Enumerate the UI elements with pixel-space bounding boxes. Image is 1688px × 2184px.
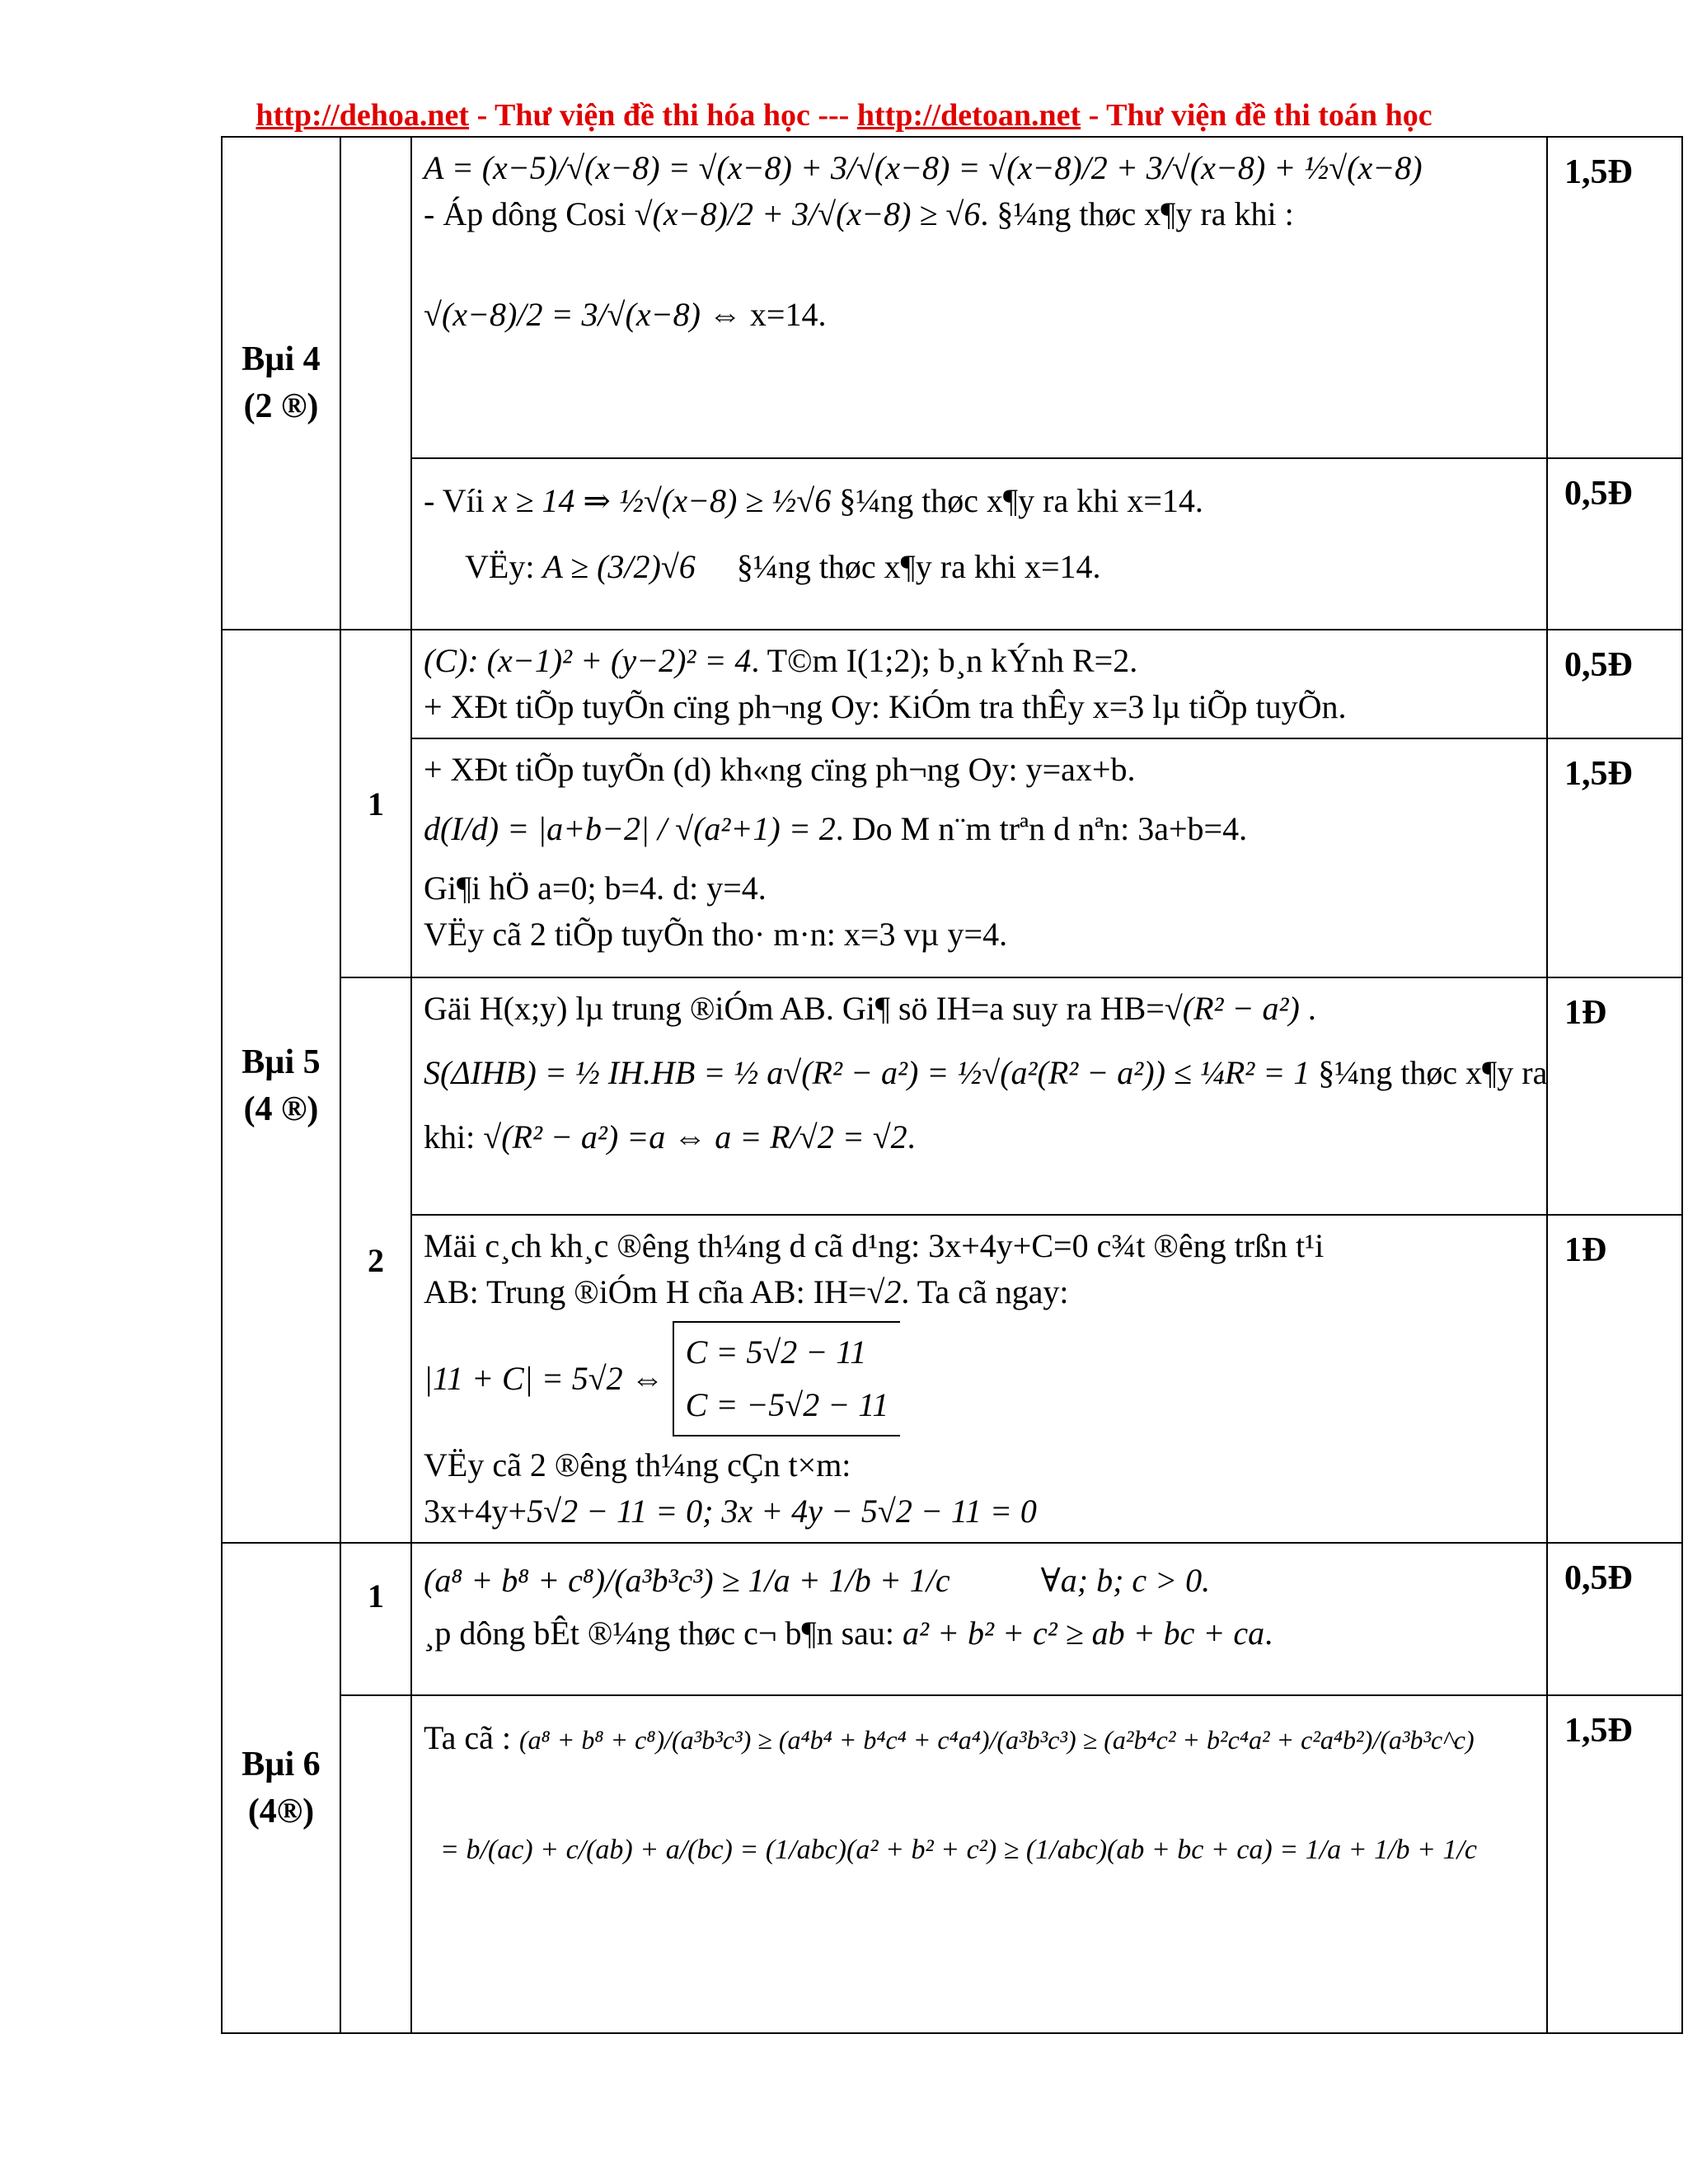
bai6-ineq-formula: (a⁸ + b⁸ + c⁸)/(a³b³c³) ≥ 1/a + 1/b + 1/c <box>424 1562 950 1599</box>
bai4-eq-formula: √(x−8)/2 = 3/√(x−8) ⇔ <box>424 296 742 333</box>
bai4-vay-line <box>424 546 1535 588</box>
bai4-eq-line <box>424 294 1535 335</box>
bai5-case2: C = −5√2 − 11 <box>685 1386 889 1423</box>
bai6-apdung-text: ¸p dông bÊt ®¼ng thøc c¬ b¶n sau: <box>424 1615 894 1652</box>
bai5-circle-line <box>424 640 1535 682</box>
bai5-ta-co-text: . Ta cã ngay: <box>901 1273 1069 1310</box>
bai6-points: (4®) <box>247 1792 315 1830</box>
bai6-apdung-dot: . <box>1264 1615 1273 1652</box>
page-header <box>0 97 1688 134</box>
bai5-part1-number: 1 <box>340 630 411 977</box>
bai5-khi-text: khi: <box>424 1118 476 1155</box>
bai5-lines-result <box>424 1491 1535 1532</box>
bai5-p2-row1-content <box>411 977 1547 1215</box>
bai6-taco-line <box>424 1718 1535 1759</box>
bai5-area-line <box>424 1052 1548 1094</box>
bai4-row2-score: 0,5Đ <box>1547 458 1682 630</box>
bai5-khi-formula: √(R² − a²) =a ⇔ a = R/√2 = √2 <box>483 1118 907 1155</box>
bai5-goi-line <box>424 988 1535 1029</box>
bai5-moi-line: Mäi c¸ch kh¸c ®êng th¼ng d cã d¹ng: 3x+4y+C=0 c¾t ®êng trßn t¹i <box>424 1227 1325 1264</box>
bai5-d-line: + XÐt tiÕp tuyÕn (d) kh«ng cïng ph¬ng Oy: y=ax+b. <box>424 751 1136 788</box>
bai4-cosi-text: - Áp dông Cosi <box>424 195 626 232</box>
bai4-row1-score: 1,5Đ <box>1547 137 1682 458</box>
bai4-cosi-formula: √(x−8)/2 + 3/√(x−8) ≥ √6 <box>634 195 981 232</box>
bai5-khi-line <box>424 1117 1535 1158</box>
bai4-equality-text: . §¼ng thøc x¶y ra khi : <box>980 195 1294 232</box>
bai6-basic-formula: a² + b² + c² ≥ ab + bc + ca <box>903 1615 1265 1652</box>
bai4-formula-A: A = (x−5)/√(x−8) = √(x−8) + 3/√(x−8) = √(x−8)/2 + 3/√(x−8) + ½√(x−8) <box>424 149 1423 186</box>
bai5-area-formula: S(ΔIHB) = ½ IH.HB = ½ a√(R² − a²) = ½√(a²(R² − a²)) ≤ ¼R² = 1 <box>424 1054 1311 1091</box>
bai6-ineq-line <box>424 1560 1535 1601</box>
header-text-2: - Thư viện đề thi toán học <box>1081 98 1432 133</box>
bai5-ih-formula: √2 <box>866 1273 902 1310</box>
bai6-forall-formula: ∀a; b; c > 0. <box>1040 1562 1211 1599</box>
bai6-title: Bµi 6 <box>241 1745 321 1783</box>
bai5-solve-line: Gi¶i hÖ a=0; b=4. d: y=4. <box>424 869 767 907</box>
bai6-row1-content <box>411 1543 1547 1695</box>
bai6-taco-text: Ta cã : <box>424 1719 512 1756</box>
bai5-trung-diem-text: AB: Trung ®iÓm H cña AB: IH= <box>424 1273 867 1310</box>
bai5-abs-line <box>424 1321 1535 1436</box>
bai4-voi-line <box>424 480 1535 522</box>
bai5-part2-number: 2 <box>340 977 411 1543</box>
bai5-goi-text: Gäi H(x;y) lµ trung ®iÓm AB. Gi¶ sö IH=a suy ra HB= <box>424 990 1165 1027</box>
bai4-cosi-line <box>424 194 1535 235</box>
bai5-circle-formula: (C): (x−1)² + (y−2)² = 4 <box>424 642 752 679</box>
header-text-1: - Thư viện đề thi hóa học --- <box>469 98 857 133</box>
bai5-case1: C = 5√2 − 11 <box>685 1333 867 1371</box>
bai5-center-text: . T©m I(1;2); b¸n kÝnh R=2. <box>751 642 1138 679</box>
bai4-label <box>222 137 340 630</box>
bai4-eq-result: x=14. <box>749 296 827 333</box>
bai5-p1-row1-score: 0,5Đ <box>1547 630 1682 738</box>
bai5-dist-text: . Do M n¨m trªn d nªn: 3a+b=4. <box>835 810 1248 847</box>
detoan-link[interactable]: http://detoan.net <box>856 98 1081 133</box>
bai6-label <box>222 1543 340 2033</box>
bai6-row2-content <box>411 1695 1547 2033</box>
bai5-conclusion-line: VËy cã 2 tiÕp tuyÕn tho· m·n: x=3 vµ y=4. <box>424 916 1008 953</box>
bai6-row1-score: 0,5Đ <box>1547 1543 1682 1695</box>
bai4-row1-content <box>411 137 1547 458</box>
bai5-khi-dot: . <box>907 1118 916 1155</box>
bai6-final-line: = b/(ac) + c/(ab) + a/(bc) = (1/abc)(a² + b² + c²) ≥ (1/abc)(ab + bc + ca) = 1/a + 1/b + 1/c <box>440 1835 1478 1865</box>
bai5-result-formula: 5√2 − 11 = 0; 3x + 4y − 5√2 − 11 = 0 <box>527 1493 1037 1530</box>
bai5-dist-line <box>424 808 1535 850</box>
bai5-result-text: 3x+4y+ <box>424 1493 528 1530</box>
bai5-label <box>222 630 340 1543</box>
bai5-points: (4 ®) <box>243 1090 319 1128</box>
bai5-oy-line: + XÐt tiÕp tuyÕn cïng ph¬ng Oy: KiÓm tra thÊy x=3 lµ tiÕp tuyÕn. <box>424 688 1347 725</box>
bai5-hb-formula: √(R² − a²) <box>1164 990 1300 1027</box>
bai5-p2-row2-content <box>411 1215 1547 1543</box>
bai5-p1-row2-content <box>411 738 1547 977</box>
bai5-p2-row2-score: 1Đ <box>1547 1215 1682 1543</box>
bai6-part-empty <box>340 1695 411 2033</box>
bai4-part-empty <box>340 137 411 630</box>
bai5-area-text: §¼ng thøc x¶y ra <box>1318 1054 1548 1091</box>
answer-table <box>221 136 1683 2034</box>
bai4-vay-equality: §¼ng thøc x¶y ra khi x=14. <box>736 548 1101 585</box>
bai4-title: Bµi 4 <box>241 340 321 379</box>
bai5-title: Bµi 5 <box>241 1043 321 1082</box>
bai4-vay-text: VËy: <box>465 548 535 585</box>
bai5-trung-diem-line <box>424 1272 1535 1313</box>
bai6-apdung-line <box>424 1613 1535 1654</box>
bai6-chain-formula: (a⁸ + b⁸ + c⁸)/(a³b³c³) ≥ (a⁴b⁴ + b⁴c⁴ + c⁴a⁴)/(a³b³c³) ≥ (a²b⁴c² + b²c⁴a² + c²a⁴b²)/(a³b³c^c) <box>519 1725 1475 1755</box>
bai5-p1-row1-content <box>411 630 1547 738</box>
bai4-voi-equality: §¼ng thøc x¶y ra khi x=14. <box>839 482 1203 519</box>
bai5-abs-formula: |11 + C| = 5√2 ⇔ <box>424 1360 664 1397</box>
bai4-voi-text: - Víi <box>424 482 485 519</box>
bai5-vay-line: VËy cã 2 ®êng th¼ng cÇn t×m: <box>424 1446 851 1483</box>
bai4-row2-content <box>411 458 1547 630</box>
bai6-part1-number: 1 <box>340 1543 411 1695</box>
dehoa-link[interactable]: http://dehoa.net <box>256 98 470 133</box>
bai4-voi-formula: x ≥ 14 ⇒ ½√(x−8) ≥ ½√6 <box>492 482 832 519</box>
bai4-points: (2 ®) <box>243 387 319 425</box>
bai5-goi-dot: . <box>1299 990 1316 1027</box>
bai4-vay-formula: A ≥ (3/2)√6 <box>542 548 696 585</box>
bai5-case-bracket <box>673 1321 901 1436</box>
bai5-p1-row2-score: 1,5Đ <box>1547 738 1682 977</box>
bai6-row2-score: 1,5Đ <box>1547 1695 1682 2033</box>
bai5-dist-formula: d(I/d) = |a+b−2| / √(a²+1) = 2 <box>424 810 836 847</box>
bai5-p2-row1-score: 1Đ <box>1547 977 1682 1215</box>
